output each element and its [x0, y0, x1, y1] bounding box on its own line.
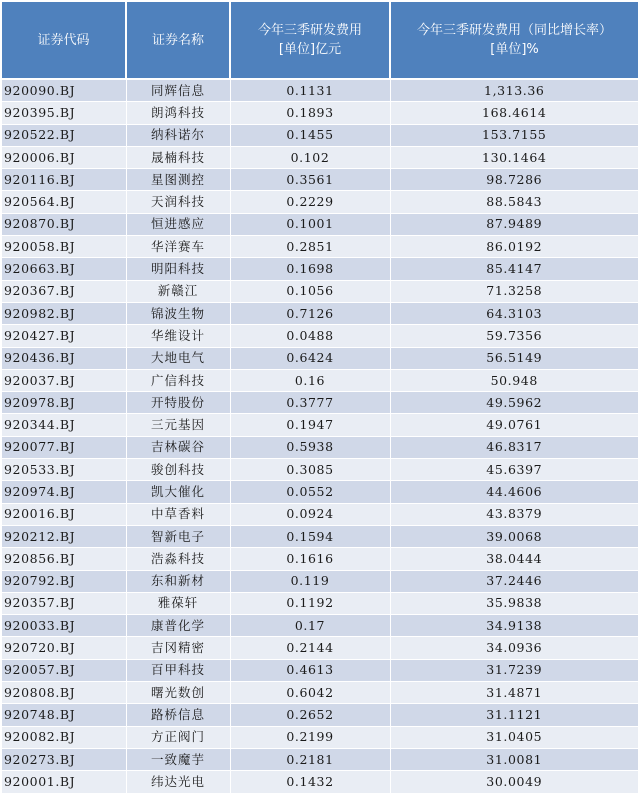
table-row — [2, 392, 638, 414]
cell-security-name: 华洋赛车 — [126, 236, 230, 258]
header-rd-growth-title: 今年三季研发费用（同比增长率） — [416, 23, 612, 38]
cell-rd-expense: 0.1594 — [230, 525, 390, 547]
cell-rd-growth: 1,313.36 — [390, 79, 638, 102]
cell-security-name: 新赣江 — [126, 280, 230, 302]
table-row — [2, 548, 638, 570]
cell-security-code: 920006.BJ — [2, 146, 126, 168]
cell-rd-expense: 0.2199 — [230, 726, 390, 748]
header-rd-expense-unit: [单位]亿元 — [278, 42, 342, 57]
cell-security-code: 920057.BJ — [2, 659, 126, 681]
cell-rd-expense: 0.2144 — [230, 637, 390, 659]
cell-security-name: 骏创科技 — [126, 459, 230, 481]
cell-rd-growth: 86.0192 — [390, 236, 638, 258]
cell-security-code: 920357.BJ — [2, 592, 126, 614]
cell-rd-growth: 37.2446 — [390, 570, 638, 592]
cell-security-code: 920273.BJ — [2, 748, 126, 770]
cell-rd-growth: 43.8379 — [390, 503, 638, 525]
table-row — [2, 347, 638, 369]
table-row — [2, 258, 638, 280]
cell-rd-expense: 0.2851 — [230, 236, 390, 258]
table-row — [2, 459, 638, 481]
header-security-code[interactable] — [2, 2, 126, 79]
cell-security-name: 纬达光电 — [126, 771, 230, 793]
table-row — [2, 146, 638, 168]
cell-rd-expense: 0.7126 — [230, 302, 390, 324]
cell-rd-growth: 45.6397 — [390, 459, 638, 481]
table-row — [2, 302, 638, 324]
cell-rd-growth: 38.0444 — [390, 548, 638, 570]
cell-rd-growth: 31.4871 — [390, 682, 638, 704]
cell-rd-growth: 35.9838 — [390, 592, 638, 614]
cell-rd-growth: 34.9138 — [390, 615, 638, 637]
cell-rd-growth: 49.5962 — [390, 392, 638, 414]
cell-rd-expense: 0.2652 — [230, 704, 390, 726]
cell-rd-expense: 0.119 — [230, 570, 390, 592]
cell-rd-growth: 153.7155 — [390, 124, 638, 146]
cell-security-name: 纳科诺尔 — [126, 124, 230, 146]
cell-security-code: 920533.BJ — [2, 459, 126, 481]
cell-security-name: 方正阀门 — [126, 726, 230, 748]
cell-security-name: 中草香料 — [126, 503, 230, 525]
table-row — [2, 79, 638, 102]
cell-security-code: 920037.BJ — [2, 369, 126, 391]
cell-security-name: 天润科技 — [126, 191, 230, 213]
table-row — [2, 615, 638, 637]
table-row — [2, 213, 638, 235]
cell-security-name: 恒进感应 — [126, 213, 230, 235]
cell-security-code: 920395.BJ — [2, 102, 126, 124]
cell-rd-growth: 85.4147 — [390, 258, 638, 280]
table-row — [2, 436, 638, 458]
cell-security-code: 920720.BJ — [2, 637, 126, 659]
table-row — [2, 682, 638, 704]
cell-security-name: 晟楠科技 — [126, 146, 230, 168]
cell-rd-growth: 168.4614 — [390, 102, 638, 124]
header-rd-growth-unit: [单位]% — [490, 42, 539, 57]
cell-security-code: 920427.BJ — [2, 325, 126, 347]
cell-rd-expense: 0.4613 — [230, 659, 390, 681]
cell-security-code: 920870.BJ — [2, 213, 126, 235]
cell-security-name: 浩淼科技 — [126, 548, 230, 570]
table-row — [2, 592, 638, 614]
header-security-name-label: 证券名称 — [151, 32, 204, 48]
cell-security-name: 曙光数创 — [126, 682, 230, 704]
cell-rd-growth: 71.3258 — [390, 280, 638, 302]
table-row — [2, 704, 638, 726]
cell-security-name: 吉林碳谷 — [126, 436, 230, 458]
cell-rd-growth: 64.3103 — [390, 302, 638, 324]
table-row — [2, 124, 638, 146]
cell-rd-expense: 0.0552 — [230, 481, 390, 503]
cell-rd-expense: 0.6042 — [230, 682, 390, 704]
cell-security-name: 明阳科技 — [126, 258, 230, 280]
cell-rd-expense: 0.1192 — [230, 592, 390, 614]
cell-rd-expense: 0.1056 — [230, 280, 390, 302]
cell-security-name: 同辉信息 — [126, 79, 230, 102]
cell-security-code: 920001.BJ — [2, 771, 126, 793]
header-rd-expense-title: 今年三季研发费用 — [257, 23, 362, 38]
table-row — [2, 481, 638, 503]
cell-rd-expense: 0.0924 — [230, 503, 390, 525]
cell-security-name: 朗鸿科技 — [126, 102, 230, 124]
cell-security-name: 三元基因 — [126, 414, 230, 436]
cell-security-code: 920090.BJ — [2, 79, 126, 102]
cell-security-code: 920058.BJ — [2, 236, 126, 258]
cell-security-code: 920748.BJ — [2, 704, 126, 726]
cell-security-name: 百甲科技 — [126, 659, 230, 681]
cell-rd-growth: 31.0081 — [390, 748, 638, 770]
cell-security-name: 凯大催化 — [126, 481, 230, 503]
table-row — [2, 191, 638, 213]
cell-rd-expense: 0.1893 — [230, 102, 390, 124]
table-row — [2, 748, 638, 770]
cell-rd-growth: 49.0761 — [390, 414, 638, 436]
cell-rd-growth: 34.0936 — [390, 637, 638, 659]
table-row — [2, 659, 638, 681]
cell-security-name: 一致魔芋 — [126, 748, 230, 770]
cell-rd-expense: 0.5938 — [230, 436, 390, 458]
table-row — [2, 525, 638, 547]
cell-security-code: 920792.BJ — [2, 570, 126, 592]
header-rd-expense[interactable] — [230, 2, 390, 79]
table-row — [2, 102, 638, 124]
table-row — [2, 570, 638, 592]
cell-rd-expense: 0.1947 — [230, 414, 390, 436]
table-header — [2, 2, 638, 79]
cell-rd-expense: 0.1001 — [230, 213, 390, 235]
cell-security-code: 920564.BJ — [2, 191, 126, 213]
cell-security-name: 锦波生物 — [126, 302, 230, 324]
cell-security-code: 920808.BJ — [2, 682, 126, 704]
table-row — [2, 414, 638, 436]
header-row — [2, 2, 638, 79]
cell-rd-expense: 0.2181 — [230, 748, 390, 770]
cell-rd-growth: 39.0068 — [390, 525, 638, 547]
cell-rd-expense: 0.1698 — [230, 258, 390, 280]
cell-rd-expense: 0.0488 — [230, 325, 390, 347]
cell-security-name: 开特股份 — [126, 392, 230, 414]
header-security-name[interactable] — [126, 2, 230, 79]
cell-rd-growth: 30.0049 — [390, 771, 638, 793]
cell-rd-growth: 130.1464 — [390, 146, 638, 168]
cell-rd-expense: 0.6424 — [230, 347, 390, 369]
cell-security-code: 920082.BJ — [2, 726, 126, 748]
table-row — [2, 503, 638, 525]
cell-security-name: 东和新材 — [126, 570, 230, 592]
table-row — [2, 637, 638, 659]
cell-rd-growth: 87.9489 — [390, 213, 638, 235]
header-security-code-label: 证券代码 — [37, 32, 90, 48]
cell-rd-growth: 31.0405 — [390, 726, 638, 748]
cell-security-code: 920033.BJ — [2, 615, 126, 637]
cell-security-name: 星图测控 — [126, 169, 230, 191]
cell-rd-expense: 0.3561 — [230, 169, 390, 191]
cell-rd-expense: 0.1455 — [230, 124, 390, 146]
cell-security-code: 920982.BJ — [2, 302, 126, 324]
table-row — [2, 726, 638, 748]
cell-rd-growth: 98.7286 — [390, 169, 638, 191]
cell-security-code: 920116.BJ — [2, 169, 126, 191]
cell-security-code: 920344.BJ — [2, 414, 126, 436]
cell-security-name: 智新电子 — [126, 525, 230, 547]
cell-rd-growth: 31.7239 — [390, 659, 638, 681]
cell-rd-expense: 0.1131 — [230, 79, 390, 102]
cell-rd-expense: 0.102 — [230, 146, 390, 168]
cell-security-code: 920077.BJ — [2, 436, 126, 458]
cell-security-name: 路桥信息 — [126, 704, 230, 726]
cell-security-code: 920016.BJ — [2, 503, 126, 525]
cell-security-code: 920974.BJ — [2, 481, 126, 503]
cell-security-code: 920663.BJ — [2, 258, 126, 280]
cell-rd-expense: 0.3777 — [230, 392, 390, 414]
table-row — [2, 169, 638, 191]
cell-rd-expense: 0.1432 — [230, 771, 390, 793]
cell-rd-growth: 44.4606 — [390, 481, 638, 503]
table-row — [2, 325, 638, 347]
table-row — [2, 280, 638, 302]
header-rd-growth[interactable] — [390, 2, 638, 79]
cell-rd-growth: 50.948 — [390, 369, 638, 391]
cell-security-code: 920367.BJ — [2, 280, 126, 302]
cell-rd-expense: 0.3085 — [230, 459, 390, 481]
rd-expense-table — [2, 2, 638, 794]
table-row — [2, 369, 638, 391]
table-row — [2, 236, 638, 258]
cell-rd-growth: 88.5843 — [390, 191, 638, 213]
cell-rd-growth: 56.5149 — [390, 347, 638, 369]
cell-rd-expense: 0.1616 — [230, 548, 390, 570]
cell-security-name: 雅葆轩 — [126, 592, 230, 614]
cell-rd-growth: 46.8317 — [390, 436, 638, 458]
cell-security-name: 康普化学 — [126, 615, 230, 637]
cell-security-name: 吉冈精密 — [126, 637, 230, 659]
cell-security-code: 920212.BJ — [2, 525, 126, 547]
cell-security-code: 920436.BJ — [2, 347, 126, 369]
cell-rd-expense: 0.17 — [230, 615, 390, 637]
cell-rd-expense: 0.16 — [230, 369, 390, 391]
cell-security-code: 920522.BJ — [2, 124, 126, 146]
table-row — [2, 771, 638, 793]
cell-security-name: 华维设计 — [126, 325, 230, 347]
cell-rd-growth: 31.1121 — [390, 704, 638, 726]
cell-security-name: 广信科技 — [126, 369, 230, 391]
cell-security-code: 920856.BJ — [2, 548, 126, 570]
cell-rd-growth: 59.7356 — [390, 325, 638, 347]
cell-rd-expense: 0.2229 — [230, 191, 390, 213]
cell-security-name: 大地电气 — [126, 347, 230, 369]
cell-security-code: 920978.BJ — [2, 392, 126, 414]
table-body — [2, 79, 638, 793]
